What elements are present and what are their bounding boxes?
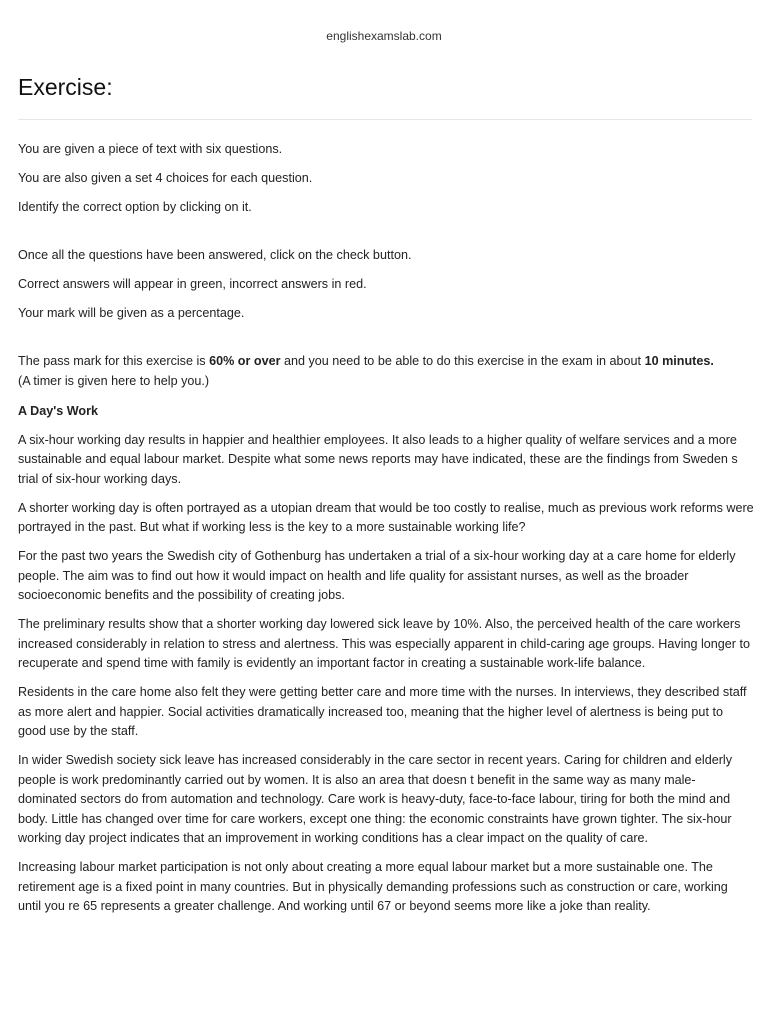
instructions-block [18, 140, 754, 218]
article-paragraph: A shorter working day is often portrayed as a utopian dream that would be too costly to realise, much as previous work reforms were portrayed in the past. But what if working less is the key to a more sustainable working life? [18, 500, 754, 534]
site-domain: englishexamslab.com [326, 29, 442, 43]
article-title: A Day's Work [18, 404, 98, 418]
spacer [18, 227, 754, 246]
grading-line: Your mark will be given as a percentage. [18, 306, 245, 320]
spacer [18, 333, 754, 352]
grading-line: Once all the questions have been answered, click on the check button. [18, 248, 412, 262]
grading-line: Correct answers will appear in green, incorrect answers in red. [18, 277, 367, 291]
article-body [18, 431, 754, 917]
pass-prefix: The pass mark for this exercise is [18, 354, 210, 368]
pass-mark-value: 60% or over [209, 354, 281, 368]
divider [18, 119, 752, 120]
article-paragraph: Increasing labour market participation is not only about creating a more equal labour market but a more sustainable one. The retirement age is a fixed point in many countries. But in physically demanding professions such as construction or care, working until you re 65 represents a greater challenge. And working until 67 or beyond seems more like a joke than reality. [18, 860, 728, 913]
instruction-line: You are given a piece of text with six questions. [18, 142, 283, 156]
article-paragraph: The preliminary results show that a shorter working day lowered sick leave by 10%. Also, the perceived health of the care workers increased considerably in relation to stress and alertness. This was especially apparent in child-caring age groups. Having longer to recuperate and spend time with family is evidently an important factor in creating a sustainable work-life balance. [18, 617, 751, 670]
grading-block [18, 246, 754, 324]
page-title: Exercise: [18, 74, 113, 100]
exercise-content [18, 140, 754, 926]
instruction-line: Identify the correct option by clicking on it. [18, 200, 252, 214]
article-paragraph: In wider Swedish society sick leave has increased considerably in the care sector in recent years. Caring for children and elderly people is work predominantly carried out by women. It is also an area that doesn t benefit in the same way as many male-dominated sectors do from automation and technology. Care work is heavy-duty, face-to-face labour, tiring for both the mind and body. Little has changed over time for care workers, except one thing: the economic constraints have grown tighter. The six-hour working day project indicates that an improvement in working conditions has a clear impact on the quality of care. [18, 753, 732, 845]
instruction-line: You are also given a set 4 choices for each question. [18, 171, 313, 185]
article-paragraph: For the past two years the Swedish city of Gothenburg has undertaken a trial of a six-hour working day at a care home for elderly people. The aim was to find out how it would impact on health and life quality for assistant nurses, as well as the broader socioeconomic benefits and the possibility of creating jobs. [18, 549, 736, 602]
exercise-duration: 10 minutes. [644, 354, 714, 368]
article-paragraph: Residents in the care home also felt they were getting better care and more time with the nurses. In interviews, they described staff as more alert and happier. Social activities dramatically increased too, meaning that the higher level of alertness is being put to good use by the staff. [18, 685, 747, 738]
article-paragraph: A six-hour working day results in happier and healthier employees. It also leads to a higher quality of welfare services and a more sustainable and equal labour market. Despite what some news reports may have indicated, these are the findings from Sweden s trial of six-hour working days. [18, 432, 738, 486]
pass-mark-info [18, 352, 754, 391]
pass-middle: and you need to be able to do this exercise in the exam in about [280, 354, 645, 368]
timer-note: (A timer is given here to help you.) [18, 373, 210, 388]
